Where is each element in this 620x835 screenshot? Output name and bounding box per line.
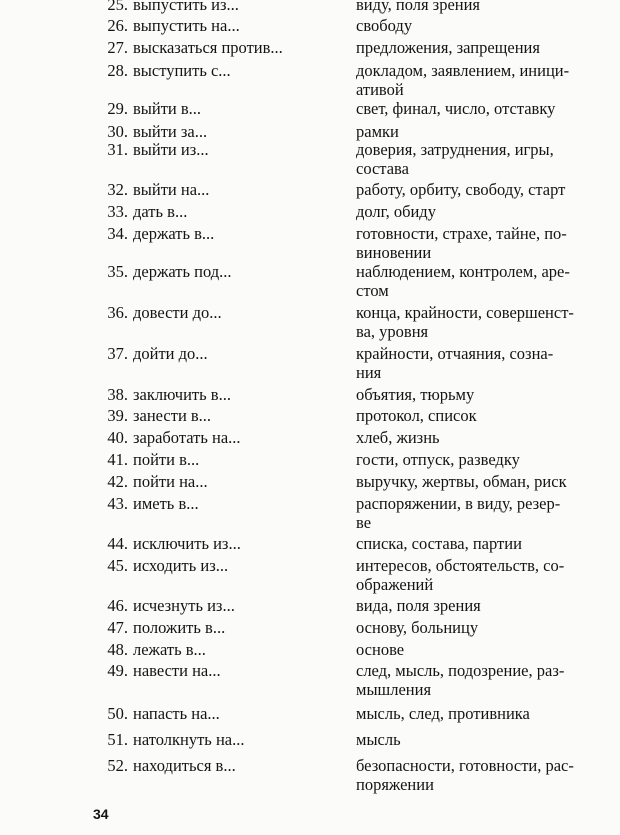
entry-number: 51.: [107, 730, 128, 749]
entry-collocations: [356, 140, 618, 178]
entry-term: высказаться против...: [133, 38, 283, 57]
entry-number: 30.: [107, 122, 128, 141]
entry-collocations: [356, 428, 618, 447]
entry-collocations: [356, 262, 618, 300]
collocation-line: предложения, запрещения: [356, 38, 540, 57]
collocation-line: основу, больницу: [356, 618, 479, 637]
entry-number: 41.: [107, 450, 128, 469]
entry-collocations: [356, 303, 618, 341]
collocation-line: хлеб, жизнь: [356, 428, 440, 447]
entry-number: 29.: [107, 99, 128, 118]
entry-number: 37.: [107, 344, 128, 363]
entry-term: занести в...: [133, 406, 212, 425]
entry-collocations: [356, 202, 618, 221]
entry-term: находиться в...: [133, 756, 236, 775]
entry-collocations: [356, 450, 618, 469]
collocation-line: наблюдением, контролем, аре-: [356, 262, 570, 281]
entry-number: 34.: [107, 224, 128, 243]
entry-number: 44.: [107, 534, 128, 553]
entry-number: 36.: [107, 303, 128, 322]
collocation-line: вида, поля зрения: [356, 596, 481, 615]
entry-term: исключить из...: [133, 534, 241, 553]
entry-number: 33.: [107, 202, 128, 221]
entry-number: 31.: [107, 140, 128, 159]
collocation-line: выручку, жертвы, обман, риск: [356, 472, 567, 491]
entry-number: 27.: [107, 38, 128, 57]
collocation-line: интересов, обстоятельств, со-: [356, 556, 565, 575]
collocation-line: безопасности, готовности, рас-: [356, 756, 574, 775]
collocation-line: долг, обиду: [356, 202, 436, 221]
entry-collocations: [356, 0, 618, 14]
entry-term: пойти на...: [133, 472, 208, 491]
entry-collocations: [356, 661, 618, 699]
collocation-line: ображений: [356, 575, 434, 594]
entry-collocations: [356, 704, 618, 723]
entry-collocations: [356, 385, 618, 404]
entry-number: 39.: [107, 406, 128, 425]
page-number: 34: [93, 806, 109, 822]
entry-collocations: [356, 472, 618, 491]
collocation-line: крайности, отчаяния, созна-: [356, 344, 554, 363]
collocation-line: ативой: [356, 80, 404, 99]
collocation-line: работу, орбиту, свободу, старт: [356, 180, 566, 199]
entry-collocations: [356, 618, 618, 637]
entry-number: 43.: [107, 494, 128, 513]
entry-collocations: [356, 534, 618, 553]
entry-number: 50.: [107, 704, 128, 723]
collocation-line: состава: [356, 159, 409, 178]
entry-term: выйти на...: [133, 180, 210, 199]
entry-term: заключить в...: [133, 385, 231, 404]
entry-number: 49.: [107, 661, 128, 680]
collocation-line: виду, поля зрения: [356, 0, 481, 14]
entry-term: выпустить на...: [133, 16, 240, 35]
entry-number: 52.: [107, 756, 128, 775]
entry-collocations: [356, 16, 618, 35]
entry-collocations: [356, 556, 618, 594]
entry-term: исчезнуть из...: [133, 596, 235, 615]
entry-collocations: [356, 406, 618, 425]
entry-term: выпустить из...: [133, 0, 239, 14]
collocation-line: мышления: [356, 680, 432, 699]
collocation-line: ния: [356, 363, 382, 382]
entry-collocations: [356, 122, 618, 141]
collocation-line: стом: [356, 281, 389, 300]
collocation-line: рамки: [356, 122, 399, 141]
entry-number: 32.: [107, 180, 128, 199]
entry-term: навести на...: [133, 661, 221, 680]
entry-term: довести до...: [133, 303, 222, 322]
entry-collocations: [356, 99, 618, 118]
entry-term: дойти до...: [133, 344, 208, 363]
entry-collocations: [356, 224, 618, 262]
entry-number: 42.: [107, 472, 128, 491]
entry-term: выступить с...: [133, 61, 231, 80]
collocation-line: поряжении: [356, 775, 434, 794]
collocation-line: основе: [356, 640, 405, 659]
entry-term: напасть на...: [133, 704, 220, 723]
entry-term: исходить из...: [133, 556, 229, 575]
entry-term: иметь в...: [133, 494, 199, 513]
entry-number: 28.: [107, 61, 128, 80]
entry-number: 47.: [107, 618, 128, 637]
collocation-line: свободу: [356, 16, 413, 35]
collocation-line: готовности, страхе, тайне, по-: [356, 224, 567, 243]
entry-term: положить в...: [133, 618, 226, 637]
entry-number: 35.: [107, 262, 128, 281]
entry-term: выйти за...: [133, 122, 208, 141]
collocation-line: виновении: [356, 243, 432, 262]
entry-number: 25.: [107, 0, 128, 14]
collocation-line: объятия, тюрьму: [356, 385, 475, 404]
entry-term: натолкнуть на...: [133, 730, 245, 749]
entry-collocations: [356, 344, 618, 382]
entry-collocations: [356, 596, 618, 615]
entry-term: дать в...: [133, 202, 188, 221]
collocation-line: распоряжении, в виду, резер-: [356, 494, 561, 513]
collocation-line: списка, состава, партии: [356, 534, 522, 553]
entry-number: 40.: [107, 428, 128, 447]
collocation-line: мысль: [356, 730, 401, 749]
entry-number: 45.: [107, 556, 128, 575]
entry-collocations: [356, 494, 618, 532]
collocation-line: ве: [356, 513, 372, 532]
entry-term: пойти в...: [133, 450, 200, 469]
collocation-line: гости, отпуск, разведку: [356, 450, 520, 469]
entry-term: лежать в...: [133, 640, 206, 659]
collocation-line: след, мысль, подозрение, раз-: [356, 661, 565, 680]
entry-term: заработать на...: [133, 428, 241, 447]
collocation-line: свет, финал, число, отставку: [356, 99, 556, 118]
collocation-line: докладом, заявлением, иници-: [356, 61, 570, 80]
entry-collocations: [356, 180, 618, 199]
entry-number: 26.: [107, 16, 128, 35]
entry-collocations: [356, 730, 618, 749]
entry-term: выйти в...: [133, 99, 202, 118]
collocation-line: протокол, список: [356, 406, 477, 425]
entry-term: держать в...: [133, 224, 215, 243]
entry-term: держать под...: [133, 262, 232, 281]
collocation-line: ва, уровня: [356, 322, 429, 341]
collocation-line: доверия, затруднения, игры,: [356, 140, 554, 159]
entry-term: выйти из...: [133, 140, 209, 159]
entry-collocations: [356, 38, 618, 57]
collocation-line: мысль, след, противника: [356, 704, 530, 723]
entry-collocations: [356, 61, 618, 99]
entry-collocations: [356, 640, 618, 659]
entry-number: 38.: [107, 385, 128, 404]
entry-collocations: [356, 756, 618, 794]
entry-number: 46.: [107, 596, 128, 615]
entry-number: 48.: [107, 640, 128, 659]
collocation-line: конца, крайности, совершенст-: [356, 303, 574, 322]
